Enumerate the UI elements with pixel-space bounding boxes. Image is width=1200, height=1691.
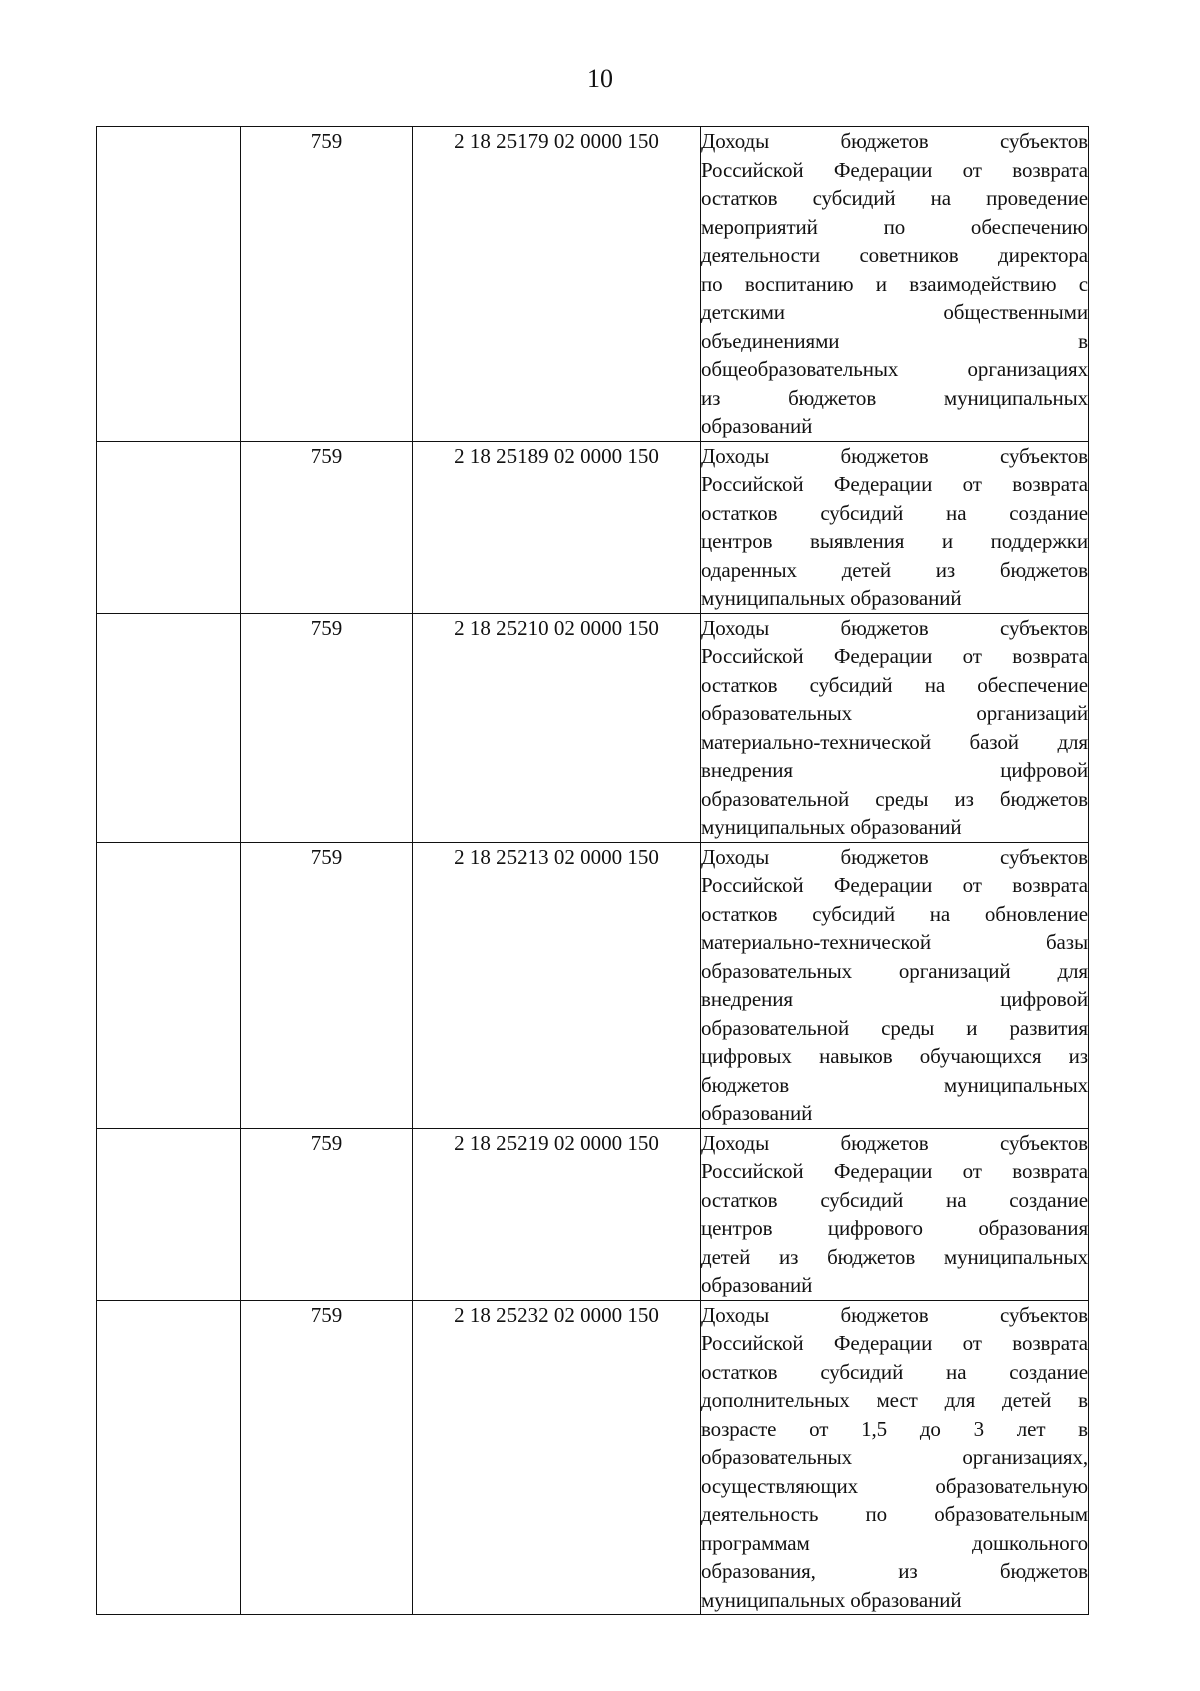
description-line: Российской Федерации от возврата (701, 1159, 1088, 1183)
description-line: образований (701, 1101, 813, 1125)
empty-cell (97, 613, 241, 842)
description-line: остатков субсидий на создание (701, 1359, 1088, 1384)
description-cell (701, 1300, 1089, 1615)
description-line: Доходы бюджетов субъектов (701, 844, 1088, 869)
description-line: образования, из бюджетов (701, 1559, 1088, 1583)
description-line: Доходы бюджетов субъектов (701, 443, 1088, 468)
description-line: остатков субсидий на проведение (701, 186, 1088, 210)
description-line: цифровых навыков обучающихся из (701, 1044, 1088, 1068)
description-line: центров цифрового образования (701, 1216, 1088, 1240)
table-row (97, 613, 1089, 842)
description-line: остатков субсидий на обновление (701, 901, 1088, 926)
description-line: Доходы бюджетов субъектов (701, 1130, 1088, 1155)
description-line: муниципальных образований (701, 586, 962, 610)
description-line: остатков субсидий на обеспечение (701, 672, 1088, 697)
table-row (97, 842, 1089, 1128)
description-line: муниципальных образований (701, 1587, 962, 1612)
description-line: Доходы бюджетов субъектов (701, 129, 1088, 153)
table-row (97, 441, 1089, 613)
budget-code-cell: 2 18 25232 02 0000 150 (413, 1300, 701, 1615)
admin-code-cell: 759 (241, 1300, 413, 1615)
description-line: Российской Федерации от возврата (701, 644, 1088, 668)
description-line: деятельности советников директора (701, 243, 1088, 267)
admin-code-cell: 759 (241, 613, 413, 842)
description-line: образовательных организаций (701, 701, 1088, 725)
description-line: образовательных организациях, (701, 1445, 1088, 1469)
description-line: объединениями в (701, 328, 1088, 353)
description-line: по воспитанию и взаимодействию с (701, 271, 1088, 296)
description-line: детей из бюджетов муниципальных (701, 1244, 1088, 1269)
description-line: Российской Федерации от возврата (701, 472, 1088, 496)
description-line: мероприятий по обеспечению (701, 214, 1088, 239)
description-line: общеобразовательных организациях (701, 357, 1088, 381)
description-line: Российской Федерации от возврата (701, 157, 1088, 182)
description-line: из бюджетов муниципальных (701, 385, 1088, 410)
description-cell (701, 441, 1089, 613)
empty-cell (97, 1300, 241, 1615)
description-line: одаренных детей из бюджетов (701, 557, 1088, 582)
description-line: деятельность по образовательным (701, 1502, 1088, 1526)
description-line: дополнительных мест для детей в (701, 1388, 1088, 1412)
table-body (97, 127, 1089, 1615)
admin-code-cell: 759 (241, 441, 413, 613)
description-line: муниципальных образований (701, 815, 962, 839)
description-line: образований (701, 1273, 813, 1297)
budget-code-cell: 2 18 25219 02 0000 150 (413, 1128, 701, 1300)
description-line: детскими общественными (701, 300, 1088, 324)
budget-code-cell: 2 18 25189 02 0000 150 (413, 441, 701, 613)
budget-classification-table (96, 126, 1089, 1615)
description-line: центров выявления и поддержки (701, 529, 1088, 553)
budget-code-cell: 2 18 25213 02 0000 150 (413, 842, 701, 1128)
empty-cell (97, 127, 241, 442)
table-row (97, 1300, 1089, 1615)
description-line: остатков субсидий на создание (701, 1187, 1088, 1212)
description-line: Российской Федерации от возврата (701, 873, 1088, 897)
description-line: Доходы бюджетов субъектов (701, 1302, 1088, 1327)
budget-code-cell: 2 18 25210 02 0000 150 (413, 613, 701, 842)
description-line: материально-технической базой для (701, 729, 1088, 754)
description-line: внедрения цифровой (701, 987, 1088, 1011)
empty-cell (97, 441, 241, 613)
admin-code-cell: 759 (241, 1128, 413, 1300)
description-line: возрасте от 1,5 до 3 лет в (701, 1416, 1088, 1441)
description-line: Доходы бюджетов субъектов (701, 615, 1088, 640)
description-line: образовательной среды из бюджетов (701, 786, 1088, 811)
description-line: образовательной среды и развития (701, 1015, 1088, 1040)
description-line: Российской Федерации от возврата (701, 1331, 1088, 1355)
admin-code-cell: 759 (241, 127, 413, 442)
page-number: 10 (587, 64, 613, 93)
description-line: внедрения цифровой (701, 758, 1088, 782)
table-row (97, 1128, 1089, 1300)
description-cell (701, 613, 1089, 842)
description-line: бюджетов муниципальных (701, 1072, 1088, 1097)
description-line: программам дошкольного (701, 1530, 1088, 1555)
description-line: образовательных организаций для (701, 958, 1088, 983)
table-row (97, 127, 1089, 442)
budget-code-cell: 2 18 25179 02 0000 150 (413, 127, 701, 442)
empty-cell (97, 1128, 241, 1300)
description-line: осуществляющих образовательную (701, 1473, 1088, 1498)
empty-cell (97, 842, 241, 1128)
description-line: образований (701, 414, 813, 438)
description-cell (701, 127, 1089, 442)
description-cell (701, 1128, 1089, 1300)
description-line: остатков субсидий на создание (701, 500, 1088, 525)
description-cell (701, 842, 1089, 1128)
admin-code-cell: 759 (241, 842, 413, 1128)
description-line: материально-технической базы (701, 930, 1088, 954)
